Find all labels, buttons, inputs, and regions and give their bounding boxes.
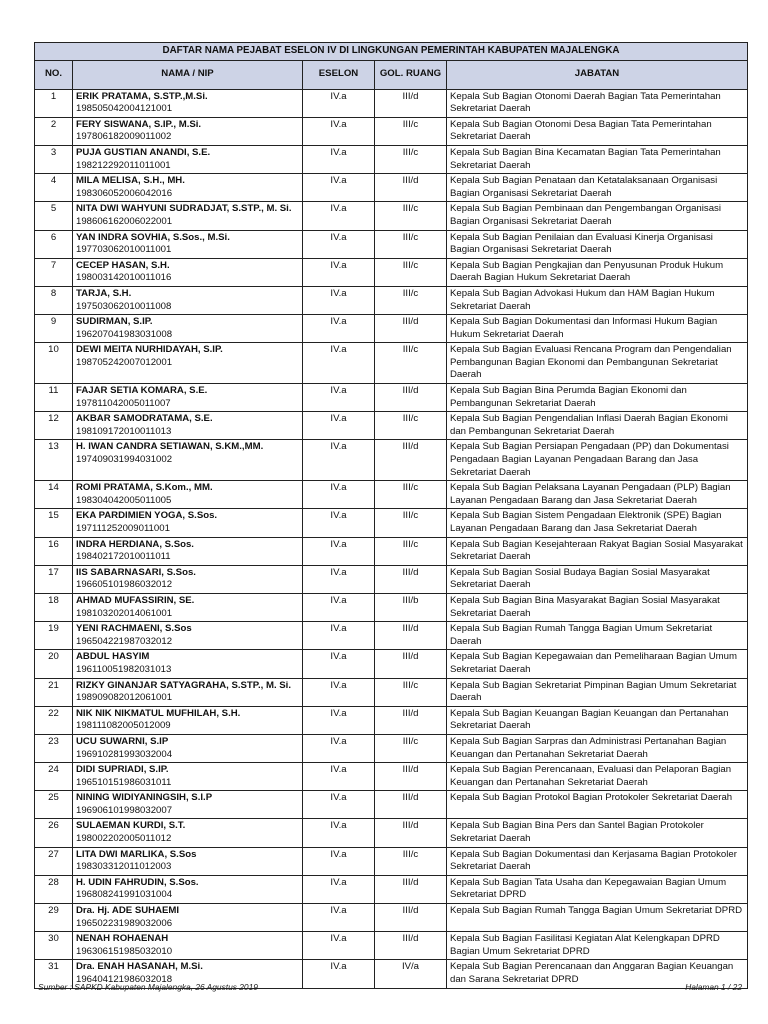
page-number: Halaman 1 / 22 — [685, 982, 742, 992]
jabatan-cell: Kepala Sub Bagian Sosial Budaya Bagian Sosial Masyarakat Sekretariat Daerah — [447, 565, 748, 593]
jabatan-cell: Kepala Sub Bagian Rumah Tangga Bagian Umum Sekretariat DPRD — [447, 904, 748, 932]
official-name: NINING WIDIYANINGSIH, S.I.P — [76, 792, 213, 804]
row-number: 2 — [35, 117, 73, 145]
official-nip: 196207041983031008 — [76, 328, 173, 340]
name-nip-cell — [73, 230, 303, 258]
official-nip: 198003142010011016 — [76, 272, 172, 284]
table-row — [35, 650, 748, 678]
gol-ruang-cell: III/c — [375, 286, 447, 314]
official-nip: 198606162006022001 — [76, 215, 173, 227]
official-nip: 198303312011012003 — [76, 861, 172, 873]
official-nip: 196808241991031004 — [76, 889, 173, 901]
table-body — [35, 89, 748, 988]
jabatan-cell: Kepala Sub Bagian Bina Pers dan Santel Bagian Protokoler Sekretariat Daerah — [447, 819, 748, 847]
name-nip-cell — [73, 847, 303, 875]
gol-ruang-cell: III/d — [375, 763, 447, 791]
official-name: EKA PARDIMIEN YOGA, S.Sos. — [76, 510, 218, 522]
table-row — [35, 440, 748, 481]
official-nip: 197703062010011001 — [76, 244, 172, 256]
official-nip: 197111252009011001 — [76, 523, 170, 534]
header-jabatan: JABATAN — [447, 60, 748, 89]
eselon-cell: IV.a — [303, 960, 375, 988]
row-number: 11 — [35, 384, 73, 412]
official-name: UCU SUWARNI, S.IP — [76, 735, 169, 747]
table-row — [35, 734, 748, 762]
official-name: NENAH ROHAENAH — [76, 933, 169, 945]
gol-ruang-cell: III/d — [375, 932, 447, 960]
gol-ruang-cell: III/c — [375, 412, 447, 440]
table-row — [35, 706, 748, 734]
jabatan-cell: Kepala Sub Bagian Advokasi Hukum dan HAM Bagian Hukum Sekretariat Daerah — [447, 286, 748, 314]
official-nip: 196502231989032006 — [76, 917, 173, 929]
jabatan-cell: Kepala Sub Bagian Pengendalian Inflasi Daerah Bagian Ekonomi dan Pembangunan Sekretariat Daerah — [447, 412, 748, 440]
official-nip: 198705242007012001 — [76, 356, 173, 368]
gol-ruang-cell: III/d — [375, 89, 447, 117]
name-nip-cell — [73, 932, 303, 960]
official-name: Dra. Hj. ADE SUHAEMI — [76, 905, 180, 917]
eselon-cell: IV.a — [303, 145, 375, 173]
eselon-cell: IV.a — [303, 593, 375, 621]
name-nip-cell — [73, 593, 303, 621]
table-row — [35, 412, 748, 440]
row-number: 24 — [35, 763, 73, 791]
table-row — [35, 343, 748, 384]
eselon-cell: IV.a — [303, 791, 375, 819]
gol-ruang-cell: III/d — [375, 565, 447, 593]
row-number: 9 — [35, 315, 73, 343]
eselon-cell: IV.a — [303, 650, 375, 678]
row-number: 6 — [35, 230, 73, 258]
official-nip: 196510151986031011 — [76, 776, 172, 788]
table-row — [35, 622, 748, 650]
table-row — [35, 202, 748, 230]
gol-ruang-cell: III/d — [375, 904, 447, 932]
jabatan-cell: Kepala Sub Bagian Persiapan Pengadaan (PP) dan Dokumentasi Pengadaan Bagian Layanan Pengadaan Barang dan Jasa Sekretariat Daerah — [447, 440, 748, 481]
officials-table — [34, 42, 748, 989]
row-number: 5 — [35, 202, 73, 230]
jabatan-cell: Kepala Sub Bagian Penilaian dan Evaluasi Kinerja Organisasi Bagian Organisasi Sekretariat Daerah — [447, 230, 748, 258]
eselon-cell: IV.a — [303, 174, 375, 202]
name-nip-cell — [73, 315, 303, 343]
eselon-cell: IV.a — [303, 343, 375, 384]
eselon-cell: IV.a — [303, 763, 375, 791]
official-nip: 196605101986032012 — [76, 579, 173, 591]
table-row — [35, 904, 748, 932]
gol-ruang-cell: III/c — [375, 230, 447, 258]
table-title: DAFTAR NAMA PEJABAT ESELON IV DI LINGKUNGAN PEMERINTAH KABUPATEN MAJALENGKA — [35, 43, 748, 61]
name-nip-cell — [73, 763, 303, 791]
gol-ruang-cell: III/c — [375, 509, 447, 537]
official-name: CECEP HASAN, S.H. — [76, 259, 170, 271]
official-name: MILA MELISA, S.H., MH. — [76, 175, 185, 187]
table-row — [35, 230, 748, 258]
official-name: ABDUL HASYIM — [76, 651, 150, 663]
official-nip: 198212292011011001 — [76, 159, 171, 171]
name-nip-cell — [73, 174, 303, 202]
gol-ruang-cell: III/c — [375, 343, 447, 384]
gol-ruang-cell: III/d — [375, 819, 447, 847]
gol-ruang-cell: III/d — [375, 622, 447, 650]
table-row — [35, 286, 748, 314]
gol-ruang-cell: III/d — [375, 315, 447, 343]
official-nip: 196404121986032018 — [76, 974, 173, 985]
row-number: 12 — [35, 412, 73, 440]
jabatan-cell: Kepala Sub Bagian Otonomi Desa Bagian Tata Pemerintahan Sekretariat Daerah — [447, 117, 748, 145]
table-row — [35, 791, 748, 819]
gol-ruang-cell: IV/a — [375, 960, 447, 988]
jabatan-cell: Kepala Sub Bagian Pengkajian dan Penyusunan Produk Hukum Daerah Bagian Hukum Sekretariat Daerah — [447, 258, 748, 286]
eselon-cell: IV.a — [303, 117, 375, 145]
official-nip: 196910281993032004 — [76, 748, 173, 760]
name-nip-cell — [73, 384, 303, 412]
table-row — [35, 509, 748, 537]
gol-ruang-cell: III/c — [375, 734, 447, 762]
official-name: RIZKY GINANJAR SATYAGRAHA, S.STP., M. Si. — [76, 679, 292, 691]
table-row — [35, 145, 748, 173]
table-row — [35, 174, 748, 202]
name-nip-cell — [73, 904, 303, 932]
official-name: DEWI MEITA NURHIDAYAH, S.IP. — [76, 344, 223, 356]
eselon-cell: IV.a — [303, 875, 375, 903]
row-number: 28 — [35, 875, 73, 903]
jabatan-cell: Kepala Sub Bagian Fasilitasi Kegiatan Alat Kelengkapan DPRD Bagian Umum Sekretariat DPRD — [447, 932, 748, 960]
gol-ruang-cell: III/c — [375, 117, 447, 145]
gol-ruang-cell: III/c — [375, 258, 447, 286]
name-nip-cell — [73, 791, 303, 819]
gol-ruang-cell: III/d — [375, 791, 447, 819]
eselon-cell: IV.a — [303, 509, 375, 537]
official-name: LITA DWI MARLIKA, S.Sos — [76, 848, 197, 860]
row-number: 8 — [35, 286, 73, 314]
official-name: ERIK PRATAMA, S.STP.,M.Si. — [76, 90, 208, 102]
header-eselon: ESELON — [303, 60, 375, 89]
name-nip-cell — [73, 706, 303, 734]
gol-ruang-cell: III/c — [375, 481, 447, 509]
name-nip-cell — [73, 537, 303, 565]
jabatan-cell: Kepala Sub Bagian Perencanaan dan Anggaran Bagian Keuangan dan Sarana Sekretariat DPRD — [447, 960, 748, 988]
table-row — [35, 117, 748, 145]
gol-ruang-cell: III/d — [375, 440, 447, 481]
row-number: 26 — [35, 819, 73, 847]
official-name: SULAEMAN KURDI, S.T. — [76, 820, 186, 832]
table-row — [35, 537, 748, 565]
row-number: 10 — [35, 343, 73, 384]
row-number: 19 — [35, 622, 73, 650]
official-name: AKBAR SAMODRATAMA, S.E. — [76, 413, 213, 425]
eselon-cell: IV.a — [303, 202, 375, 230]
official-name: IIS SABARNASARI, S.Sos. — [76, 566, 196, 578]
table-row — [35, 593, 748, 621]
eselon-cell: IV.a — [303, 230, 375, 258]
row-number: 27 — [35, 847, 73, 875]
official-nip: 197503062010011008 — [76, 300, 172, 312]
gol-ruang-cell: III/d — [375, 875, 447, 903]
document-sheet — [34, 42, 747, 989]
row-number: 29 — [35, 904, 73, 932]
jabatan-cell: Kepala Sub Bagian Bina Masyarakat Bagian Sosial Masyarakat Sekretariat Daerah — [447, 593, 748, 621]
official-nip: 197806182009011002 — [76, 131, 172, 143]
jabatan-cell: Kepala Sub Bagian Sistem Pengadaan Elektronik (SPE) Bagian Layanan Pengadaan Barang dan Jasa Sekretariat Daerah — [447, 509, 748, 537]
official-name: NITA DWI WAHYUNI SUDRADJAT, S.STP., M. Si. — [76, 203, 292, 215]
row-number: 25 — [35, 791, 73, 819]
jabatan-cell: Kepala Sub Bagian Bina Kecamatan Bagian Tata Pemerintahan Sekretariat Daerah — [447, 145, 748, 173]
eselon-cell: IV.a — [303, 89, 375, 117]
jabatan-cell: Kepala Sub Bagian Dokumentasi dan Informasi Hukum Bagian Hukum Sekretariat Daerah — [447, 315, 748, 343]
eselon-cell: IV.a — [303, 678, 375, 706]
row-number: 22 — [35, 706, 73, 734]
table-row — [35, 678, 748, 706]
gol-ruang-cell: III/c — [375, 537, 447, 565]
eselon-cell: IV.a — [303, 819, 375, 847]
row-number: 14 — [35, 481, 73, 509]
gol-ruang-cell: III/b — [375, 593, 447, 621]
name-nip-cell — [73, 734, 303, 762]
eselon-cell: IV.a — [303, 481, 375, 509]
row-number: 7 — [35, 258, 73, 286]
jabatan-cell: Kepala Sub Bagian Otonomi Daerah Bagian Tata Pemerintahan Sekretariat Daerah — [447, 89, 748, 117]
jabatan-cell: Kepala Sub Bagian Evaluasi Rencana Program dan Pengendalian Pembangunan Bagian Ekonomi dan Pembangunan Sekretariat Daerah — [447, 343, 748, 384]
jabatan-cell: Kepala Sub Bagian Tata Usaha dan Kepegawaian Bagian Umum Sekretariat DPRD — [447, 875, 748, 903]
name-nip-cell — [73, 117, 303, 145]
name-nip-cell — [73, 509, 303, 537]
official-name: FERY SISWANA, S.IP., M.Si. — [76, 118, 202, 130]
name-nip-cell — [73, 89, 303, 117]
official-name: TARJA, S.H. — [76, 287, 132, 299]
official-nip: 198306052006042016 — [76, 187, 173, 199]
eselon-cell: IV.a — [303, 734, 375, 762]
table-row — [35, 847, 748, 875]
jabatan-cell: Kepala Sub Bagian Rumah Tangga Bagian Umum Sekretariat Daerah — [447, 622, 748, 650]
row-number: 13 — [35, 440, 73, 481]
name-nip-cell — [73, 622, 303, 650]
official-nip: 198505042004121001 — [76, 103, 173, 115]
header-nama-nip: NAMA / NIP — [73, 60, 303, 89]
official-nip: 196306151985032010 — [76, 945, 173, 957]
table-row — [35, 258, 748, 286]
row-number: 31 — [35, 960, 73, 988]
source-note: Sumber : SAPKD Kabupaten Majalengka, 26 Agustus 2019 — [38, 982, 258, 992]
official-nip: 197409031994031002 — [76, 454, 173, 466]
official-name: Dra. ENAH HASANAH, M.Si. — [76, 961, 203, 973]
jabatan-cell: Kepala Sub Bagian Kesejahteraan Rakyat Bagian Sosial Masyarakat Sekretariat Daerah — [447, 537, 748, 565]
name-nip-cell — [73, 412, 303, 440]
table-row — [35, 819, 748, 847]
gol-ruang-cell: III/c — [375, 847, 447, 875]
row-number: 18 — [35, 593, 73, 621]
row-number: 23 — [35, 734, 73, 762]
official-name: PUJA GUSTIAN ANANDI, S.E. — [76, 146, 211, 158]
gol-ruang-cell: III/d — [375, 174, 447, 202]
gol-ruang-cell: III/c — [375, 145, 447, 173]
row-number: 3 — [35, 145, 73, 173]
official-nip: 198402172010011011 — [76, 551, 171, 563]
official-name: NIK NIK NIKMATUL MUFHILAH, S.H. — [76, 707, 241, 719]
name-nip-cell — [73, 678, 303, 706]
eselon-cell: IV.a — [303, 384, 375, 412]
official-nip: 198103202014061001 — [76, 607, 173, 619]
table-row — [35, 384, 748, 412]
name-nip-cell — [73, 819, 303, 847]
jabatan-cell: Kepala Sub Bagian Pembinaan dan Pengembangan Organisasi Bagian Organisasi Sekretariat Daerah — [447, 202, 748, 230]
table-row — [35, 565, 748, 593]
official-name: AHMAD MUFASSIRIN, SE. — [76, 594, 195, 606]
name-nip-cell — [73, 145, 303, 173]
row-number: 15 — [35, 509, 73, 537]
row-number: 1 — [35, 89, 73, 117]
gol-ruang-cell: III/d — [375, 706, 447, 734]
row-number: 21 — [35, 678, 73, 706]
table-row — [35, 763, 748, 791]
name-nip-cell — [73, 650, 303, 678]
jabatan-cell: Kepala Sub Bagian Keuangan Bagian Keuangan dan Pertanahan Sekretariat Daerah — [447, 706, 748, 734]
jabatan-cell: Kepala Sub Bagian Sekretariat Pimpinan Bagian Umum Sekretariat Daerah — [447, 678, 748, 706]
official-nip: 196504221987032012 — [76, 635, 173, 647]
name-nip-cell — [73, 565, 303, 593]
name-nip-cell — [73, 481, 303, 509]
row-number: 17 — [35, 565, 73, 593]
jabatan-cell: Kepala Sub Bagian Bina Perumda Bagian Ekonomi dan Pembangunan Sekretariat Daerah — [447, 384, 748, 412]
eselon-cell: IV.a — [303, 565, 375, 593]
row-number: 20 — [35, 650, 73, 678]
eselon-cell: IV.a — [303, 315, 375, 343]
table-row — [35, 481, 748, 509]
table-row — [35, 875, 748, 903]
jabatan-cell: Kepala Sub Bagian Protokol Bagian Protokoler Sekretariat Daerah — [447, 791, 748, 819]
name-nip-cell — [73, 202, 303, 230]
official-name: H. IWAN CANDRA SETIAWAN, S.KM.,MM. — [76, 441, 264, 453]
official-nip: 198109172010011013 — [76, 425, 172, 437]
eselon-cell: IV.a — [303, 440, 375, 481]
name-nip-cell — [73, 440, 303, 481]
official-name: FAJAR SETIA KOMARA, S.E. — [76, 385, 208, 397]
gol-ruang-cell: III/c — [375, 678, 447, 706]
row-number: 30 — [35, 932, 73, 960]
official-nip: 198111082005012009 — [76, 720, 171, 732]
header-no: NO. — [35, 60, 73, 89]
official-name: DIDI SUPRIADI, S.IP. — [76, 764, 169, 776]
eselon-cell: IV.a — [303, 258, 375, 286]
official-nip: 198304042005011005 — [76, 494, 172, 506]
official-nip: 198909082012061001 — [76, 692, 173, 704]
table-row — [35, 315, 748, 343]
official-name: SUDIRMAN, S.IP. — [76, 316, 153, 328]
row-number: 4 — [35, 174, 73, 202]
table-row — [35, 932, 748, 960]
eselon-cell: IV.a — [303, 622, 375, 650]
name-nip-cell — [73, 286, 303, 314]
name-nip-cell — [73, 875, 303, 903]
official-nip: 196906101998032007 — [76, 804, 173, 816]
eselon-cell: IV.a — [303, 537, 375, 565]
official-nip: 197811042005011007 — [76, 397, 171, 409]
eselon-cell: IV.a — [303, 904, 375, 932]
official-name: H. UDIN FAHRUDIN, S.Sos. — [76, 876, 199, 888]
jabatan-cell: Kepala Sub Bagian Perencanaan, Evaluasi dan Pelaporan Bagian Keuangan dan Pertanahan Sekretariat Daerah — [447, 763, 748, 791]
eselon-cell: IV.a — [303, 706, 375, 734]
official-name: INDRA HERDIANA, S.Sos. — [76, 538, 194, 550]
table-row — [35, 89, 748, 117]
gol-ruang-cell: III/d — [375, 384, 447, 412]
eselon-cell: IV.a — [303, 932, 375, 960]
header-gol-ruang: GOL. RUANG — [375, 60, 447, 89]
official-name: YENI RACHMAENI, S.Sos — [76, 623, 192, 635]
jabatan-cell: Kepala Sub Bagian Sarpras dan Administrasi Pertanahan Bagian Keuangan dan Pertanahan Sekretariat Daerah — [447, 734, 748, 762]
eselon-cell: IV.a — [303, 412, 375, 440]
gol-ruang-cell: III/c — [375, 202, 447, 230]
jabatan-cell: Kepala Sub Bagian Kepegawaian dan Pemeliharaan Bagian Umum Sekretariat Daerah — [447, 650, 748, 678]
official-nip: 198002202005011012 — [76, 833, 172, 845]
name-nip-cell — [73, 258, 303, 286]
official-name: YAN INDRA SOVHIA, S.Sos., M.Si. — [76, 231, 230, 243]
name-nip-cell — [73, 343, 303, 384]
eselon-cell: IV.a — [303, 847, 375, 875]
official-nip: 196110051982031013 — [76, 663, 172, 675]
official-name: ROMI PRATAMA, S.Kom., MM. — [76, 482, 213, 494]
jabatan-cell: Kepala Sub Bagian Pelaksana Layanan Pengadaan (PLP) Bagian Layanan Pengadaan Barang dan Jasa Sekretariat Daerah — [447, 481, 748, 509]
eselon-cell: IV.a — [303, 286, 375, 314]
gol-ruang-cell: III/d — [375, 650, 447, 678]
jabatan-cell: Kepala Sub Bagian Dokumentasi dan Kerjasama Bagian Protokoler Sekretariat Daerah — [447, 847, 748, 875]
row-number: 16 — [35, 537, 73, 565]
jabatan-cell: Kepala Sub Bagian Penataan dan Ketatalaksanaan Organisasi Bagian Organisasi Sekretariat Daerah — [447, 174, 748, 202]
